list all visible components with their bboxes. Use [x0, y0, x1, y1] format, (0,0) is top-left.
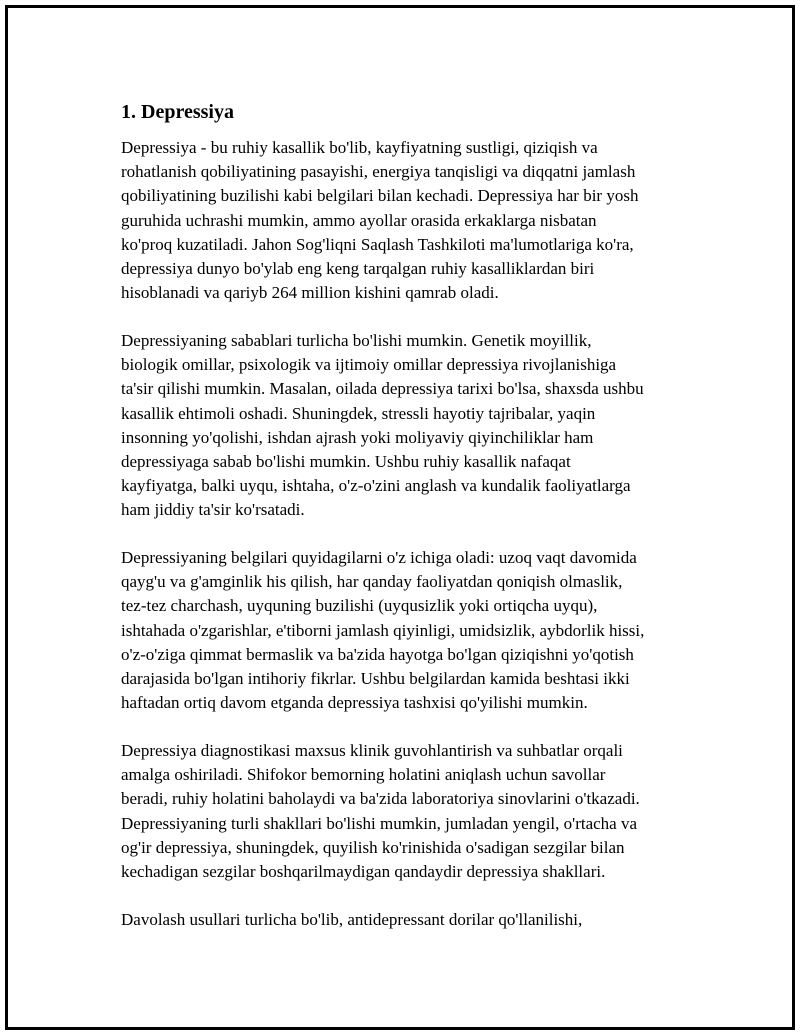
text-line: beradi, ruhiy holatini baholaydi va ba'zida laboratoriya sinovlarini o'tkazadi.	[121, 789, 640, 809]
text-line: qayg'u va g'amginlik his qilish, har qanday faoliyatdan qoniqish olmaslik,	[121, 572, 623, 592]
text-line: kayfiyatga, balki uyqu, ishtaha, o'z-o'zini anglash va kundalik faoliyatlarga	[121, 476, 631, 496]
text-line: o'z-o'ziga qimmat bermaslik va ba'zida hayotga bo'lgan qiziqishni yo'qotish	[121, 644, 634, 664]
text-line: tez-tez charchash, uyquning buzilishi (uyqusizlik yoki ortiqcha uyqu),	[121, 596, 598, 616]
text-line: amalga oshiriladi. Shifokor bemorning holatini aniqlash uchun savollar	[121, 765, 606, 785]
section-heading: 1. Depressiya	[121, 101, 234, 123]
text-line: kechadigan sezgilar boshqarilmaydigan qandaydir depressiya shakllari.	[121, 861, 606, 881]
text-line: ishtahada o'zgarishlar, e'tiborni jamlash qiyinligi, umidsizlik, aybdorlik hissi,	[121, 620, 645, 640]
text-line: Depressiyaning turli shakllari bo'lishi mumkin, jumladan yengil, o'rtacha va	[121, 813, 638, 833]
text-line: Depressiya - bu ruhiy kasallik bo'lib, kayfiyatning sustligi, qiziqish va	[121, 138, 598, 157]
text-line: haftadan ortiq davom etganda depressiya tashxisi qo'yilishi mumkin.	[121, 693, 588, 713]
text-line: darajasida bo'lgan intihoriy fikrlar. Ushbu belgilardan kamida beshtasi ikki	[121, 669, 630, 689]
text-line: Davolash usullari turlicha bo'lib, antidepressant dorilar qo'llanilishi,	[121, 909, 583, 929]
text-line: kasallik ehtimoli oshadi. Shuningdek, stressli hayotiy tajribalar, yaqin	[121, 403, 596, 423]
document-body	[121, 96, 696, 955]
text-line: Depressiyaning sabablari turlicha bo'lishi mumkin. Genetik moyillik,	[121, 330, 592, 350]
paragraph-diagnosis	[121, 739, 696, 884]
text-line: ta'sir qilishi mumkin. Masalan, oilada depressiya tarixi bo'lsa, shaxsda ushbu	[121, 379, 644, 399]
paragraph-symptoms	[121, 546, 696, 715]
text-line: og'ir depressiya, shuningdek, quyilish ko'rinishida o'sadigan sezgilar bilan	[121, 837, 625, 857]
text-line: hisoblanadi va qariyb 264 million kishini qamrab oladi.	[121, 283, 499, 303]
paragraph-definition	[121, 136, 696, 305]
text-line: rohatlanish qobiliyatining pasayishi, energiya tanqisligi va diqqatni jamlash	[121, 162, 636, 182]
text-line: Depressiyaning belgilari quyidagilarni o'z ichiga oladi: uzoq vaqt davomida	[121, 548, 637, 568]
text-line: insonning yo'qolishi, ishdan ajrash yoki moliyaviy qiyinchiliklar ham	[121, 427, 594, 447]
text-line: ko'proq kuzatiladi. Jahon Sog'liqni Saqlash Tashkiloti ma'lumotlariga ko'ra,	[121, 234, 634, 254]
text-line: qobiliyatining buzilishi kabi belgilari bilan kechadi. Depressiya har bir yosh	[121, 186, 639, 206]
text-line: biologik omillar, psixologik va ijtimoiy omillar depressiya rivojlanishiga	[121, 355, 617, 375]
text-line: depressiya dunyo bo'ylab eng keng tarqalgan ruhiy kasalliklardan biri	[121, 259, 595, 279]
paragraph-causes	[121, 329, 696, 523]
text-line: depressiyaga sabab bo'lishi mumkin. Ushbu ruhiy kasallik nafaqat	[121, 451, 571, 471]
paragraph-treatment	[121, 908, 696, 932]
text-line: ham jiddiy ta'sir ko'rsatadi.	[121, 500, 305, 520]
text-line: guruhida uchrashi mumkin, ammo ayollar orasida erkaklarga nisbatan	[121, 210, 597, 230]
page-frame	[5, 5, 795, 1030]
text-line: Depressiya diagnostikasi maxsus klinik guvohlantirish va suhbatlar orqali	[121, 740, 623, 760]
